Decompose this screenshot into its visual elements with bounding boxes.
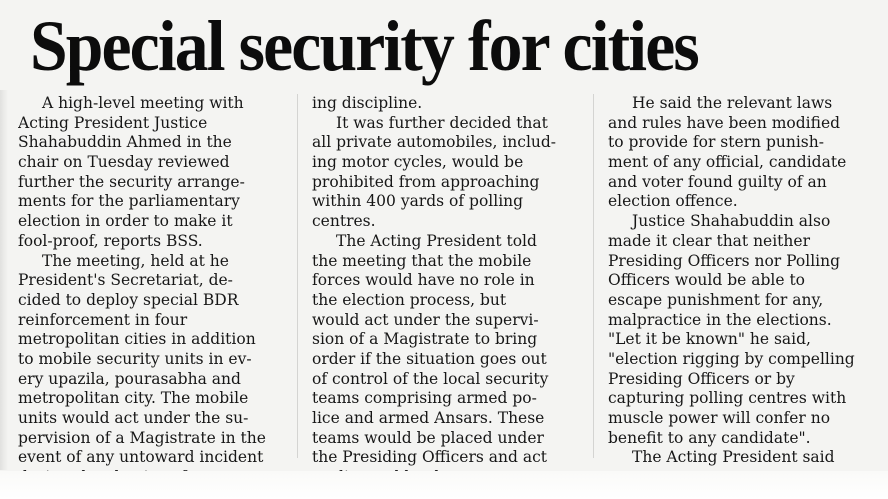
paper-edge-shadow (0, 90, 8, 470)
article-text-line: reinforcement in four (18, 310, 188, 329)
article-text-line: ments for the parliamentary (18, 192, 240, 211)
article-text-line: teams would be placed under (312, 428, 544, 447)
article-text-line: the Presiding Officers and act (312, 448, 547, 467)
article-text-line: all private automobiles, includ- (312, 133, 557, 152)
article-text-line: The meeting, held at he (42, 251, 229, 270)
article-text-line: Presiding Officers nor Polling (608, 251, 841, 270)
article-text-line: units would act under the su- (18, 409, 249, 427)
article-text-line: benefit to any candidate". (608, 428, 811, 447)
article-text-line: A high-level meeting with (42, 94, 244, 112)
article-text-line: made it clear that neither (608, 231, 810, 250)
article-text-line: to mobile security units in ev- (18, 349, 252, 368)
article-text-line: malpractice in the elections. (608, 310, 832, 329)
article-text-line: centres. (312, 212, 376, 231)
article-text-line: It was further decided that (336, 113, 548, 132)
article-text-line: further the security arrange- (18, 172, 245, 191)
article-text-line: chair on Tuesday reviewed (18, 153, 230, 172)
article-text-line: President's Secretariat, de- (18, 271, 233, 290)
article-text-line: prohibited from approaching (312, 172, 540, 191)
article-text-line: cided to deploy special BDR (18, 290, 239, 309)
article-text-line: ery upazila, pourasabha and (18, 369, 241, 388)
article-text-line: election offence. (608, 192, 738, 211)
page-bottom-margin (0, 471, 888, 499)
article-text-line: pervision of a Magistrate in the (18, 428, 266, 447)
article-text-line: Shahabuddin Ahmed in the (18, 133, 232, 152)
article-text-line: fool-proof, reports BSS. (18, 231, 203, 250)
article-column-3 (608, 94, 878, 479)
article-text-line: the meeting that the mobile (312, 251, 532, 270)
article-text-line: capturing polling centres with (608, 389, 847, 408)
article-text-line: escape punishment for any, (608, 290, 824, 309)
article-text-line: muscle power will confer no (608, 409, 831, 427)
article-text-line: of control of the local security (312, 369, 549, 388)
column-divider (593, 94, 594, 458)
article-column-2 (312, 94, 582, 479)
article-text-line: lice and armed Ansars. These (312, 409, 545, 427)
article-text-line: The Acting President told (336, 231, 537, 250)
article-text-line: and rules have been modified (608, 113, 841, 132)
article-text-line: The Acting President said (632, 448, 835, 467)
article-text-line: election in order to make it (18, 212, 233, 231)
article-text-line: Justice Shahabuddin also (632, 212, 831, 231)
article-text-line: the election process, but (312, 290, 507, 309)
article-text-line: event of any untoward incident (18, 448, 264, 467)
column-divider (297, 94, 298, 458)
article-text-line: to provide for stern punish- (608, 133, 824, 152)
article-text-line: sion of a Magistrate to bring (312, 330, 538, 349)
article-text-line: "Let it be known" he said, (608, 330, 811, 349)
article-text-line: and voter found guilty of an (608, 172, 827, 191)
article-text-line: metropolitan city. The mobile (18, 389, 249, 408)
article-text-line: order if the situation goes out (312, 349, 547, 368)
article-headline: Special security for cities (30, 6, 698, 86)
article-text-line: metropolitan cities in addition (18, 330, 256, 349)
article-text-line: Officers would be able to (608, 271, 806, 290)
article-text-line: Acting President Justice (18, 113, 208, 132)
article-text-line: "election rigging by compelling (608, 349, 855, 368)
article-text-line: would act under the supervi- (312, 310, 539, 329)
article-text-line: ing motor cycles, would be (312, 153, 524, 172)
article-text-line: Presiding Officers or by (608, 369, 795, 388)
article-text-line: ing discipline. (312, 94, 423, 112)
article-text-line: teams comprising armed po- (312, 389, 537, 408)
article-text-line: He said the relevant laws (632, 94, 833, 112)
article-text-line: ment of any official, candidate (608, 153, 847, 172)
article-text-line: forces would have no role in (312, 271, 535, 290)
article-column-1 (18, 94, 288, 479)
article-text-line: within 400 yards of polling (312, 192, 524, 211)
